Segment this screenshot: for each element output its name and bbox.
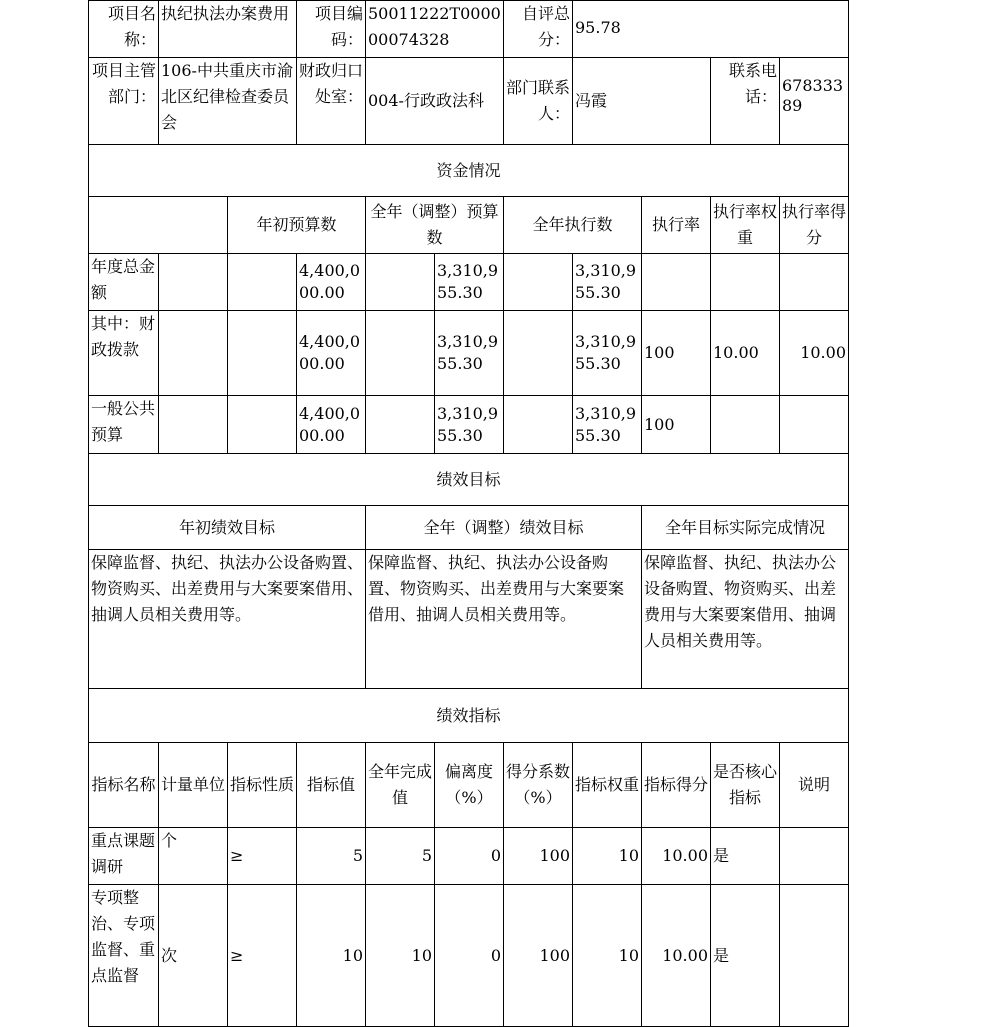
indicators-header-unit: 计量单位 xyxy=(159,743,228,828)
blank-cell xyxy=(366,396,435,454)
project-code-label: 项目编码： xyxy=(297,1,366,58)
table-row xyxy=(89,396,849,454)
indicator-completed: 10 xyxy=(366,885,435,1027)
goals-adjusted-text: 保障监督、执纪、执法办公设备购置、物资购买、出差费用与大案要案借用、抽调人员相关费用等。 xyxy=(366,550,642,689)
funds-score-value: 10.00 xyxy=(780,311,849,396)
self-score-label: 自评总分： xyxy=(504,1,573,58)
indicator-nature: ≥ xyxy=(228,885,297,1027)
dept-value: 106-中共重庆市渝北区纪律检查委员会 xyxy=(159,58,297,145)
table-row xyxy=(89,311,849,396)
indicators-section-title: 绩效指标 xyxy=(89,689,849,743)
indicator-score: 10.00 xyxy=(642,885,711,1027)
indicator-coefficient: 100 xyxy=(504,828,573,885)
blank-cell xyxy=(159,396,228,454)
funds-header-score: 执行率得分 xyxy=(780,197,849,254)
funds-executed-value: 3,310,955.30 xyxy=(573,311,642,396)
indicator-score: 10.00 xyxy=(642,828,711,885)
blank-cell xyxy=(228,254,297,311)
blank-cell xyxy=(228,311,297,396)
funds-weight-value xyxy=(711,396,780,454)
goals-header-actual: 全年目标实际完成情况 xyxy=(642,506,849,550)
funds-rate-value: 100 xyxy=(642,311,711,396)
funds-score-value xyxy=(780,396,849,454)
blank-cell xyxy=(366,254,435,311)
funds-executed-value: 3,310,955.30 xyxy=(573,396,642,454)
funds-rate-value xyxy=(642,254,711,311)
blank-cell xyxy=(159,311,228,396)
funds-initial-value: 4,400,000.00 xyxy=(297,396,366,454)
indicator-name: 重点课题调研 xyxy=(89,828,159,885)
project-code-value: 50011222T000000074328 xyxy=(366,1,504,58)
goals-initial-text: 保障监督、执纪、执法办公设备购置、物资购买、出差费用与大案要案借用、抽调人员相关费用等。 xyxy=(89,550,366,689)
phone-label: 联系电话： xyxy=(711,58,780,145)
funds-header-initial: 年初预算数 xyxy=(228,197,366,254)
contact-label: 部门联系人： xyxy=(504,58,573,145)
indicator-note xyxy=(780,885,849,1027)
phone-value: 67833389 xyxy=(780,58,849,145)
indicator-deviation: 0 xyxy=(435,885,504,1027)
indicators-header-nature: 指标性质 xyxy=(228,743,297,828)
indicator-unit: 个 xyxy=(159,828,228,885)
funds-adjusted-value: 3,310,955.30 xyxy=(435,254,504,311)
funds-header-adjusted: 全年（调整）预算数 xyxy=(366,197,504,254)
indicators-header-value: 指标值 xyxy=(297,743,366,828)
table-row xyxy=(89,885,849,1027)
funds-initial-value: 4,400,000.00 xyxy=(297,311,366,396)
indicators-header-completed: 全年完成值 xyxy=(366,743,435,828)
funds-row-label: 年度总金额 xyxy=(89,254,159,311)
table-row xyxy=(89,828,849,885)
funds-score-value xyxy=(780,254,849,311)
self-score-value: 95.78 xyxy=(573,1,849,58)
funds-header-rate: 执行率 xyxy=(642,197,711,254)
finance-office-label: 财政归口处室： xyxy=(297,58,366,145)
blank-cell xyxy=(504,254,573,311)
funds-header-executed: 全年执行数 xyxy=(504,197,642,254)
table-row xyxy=(89,254,849,311)
funds-header-weight: 执行率权重 xyxy=(711,197,780,254)
indicators-header-weight: 指标权重 xyxy=(573,743,642,828)
funds-executed-value: 3,310,955.30 xyxy=(573,254,642,311)
funds-adjusted-value: 3,310,955.30 xyxy=(435,311,504,396)
funds-adjusted-value: 3,310,955.30 xyxy=(435,396,504,454)
indicator-deviation: 0 xyxy=(435,828,504,885)
funds-section-title: 资金情况 xyxy=(89,145,849,197)
goals-actual-text: 保障监督、执纪、执法办公设备购置、物资购买、出差费用与大案要案借用、抽调人员相关费用等。 xyxy=(642,550,849,689)
indicators-header-score: 指标得分 xyxy=(642,743,711,828)
goals-header-adjusted: 全年（调整）绩效目标 xyxy=(366,506,642,550)
funds-row-label: 其中：财政拨款 xyxy=(89,311,159,396)
indicator-weight: 10 xyxy=(573,828,642,885)
project-name-label: 项目名称： xyxy=(89,1,159,58)
contact-value: 冯霞 xyxy=(573,58,711,145)
indicator-name: 专项整治、专项监督、重点监督 xyxy=(89,885,159,1027)
funds-initial-value: 4,400,000.00 xyxy=(297,254,366,311)
finance-office-value: 004-行政政法科 xyxy=(366,58,504,145)
goals-header-initial: 年初绩效目标 xyxy=(89,506,366,550)
indicators-header-core: 是否核心指标 xyxy=(711,743,780,828)
indicators-header-name: 指标名称 xyxy=(89,743,159,828)
blank-cell xyxy=(504,396,573,454)
indicator-coefficient: 100 xyxy=(504,885,573,1027)
dept-label: 项目主管部门： xyxy=(89,58,159,145)
indicator-nature: ≥ xyxy=(228,828,297,885)
indicators-header-note: 说明 xyxy=(780,743,849,828)
indicators-header-deviation: 偏离度（%） xyxy=(435,743,504,828)
funds-weight-value: 10.00 xyxy=(711,311,780,396)
funds-rate-value: 100 xyxy=(642,396,711,454)
indicator-weight: 10 xyxy=(573,885,642,1027)
indicator-note xyxy=(780,828,849,885)
performance-self-evaluation-table xyxy=(88,0,849,1027)
indicators-header-coefficient: 得分系数（%） xyxy=(504,743,573,828)
blank-cell xyxy=(366,311,435,396)
funds-weight-value xyxy=(711,254,780,311)
indicator-core: 是 xyxy=(711,828,780,885)
funds-header-blank xyxy=(89,197,228,254)
goals-section-title: 绩效目标 xyxy=(89,454,849,506)
project-name-value: 执纪执法办案费用 xyxy=(159,1,297,58)
indicator-value: 5 xyxy=(297,828,366,885)
indicator-completed: 5 xyxy=(366,828,435,885)
blank-cell xyxy=(504,311,573,396)
blank-cell xyxy=(159,254,228,311)
indicator-unit: 次 xyxy=(159,885,228,1027)
funds-row-label: 一般公共预算 xyxy=(89,396,159,454)
indicator-value: 10 xyxy=(297,885,366,1027)
indicator-core: 是 xyxy=(711,885,780,1027)
blank-cell xyxy=(228,396,297,454)
